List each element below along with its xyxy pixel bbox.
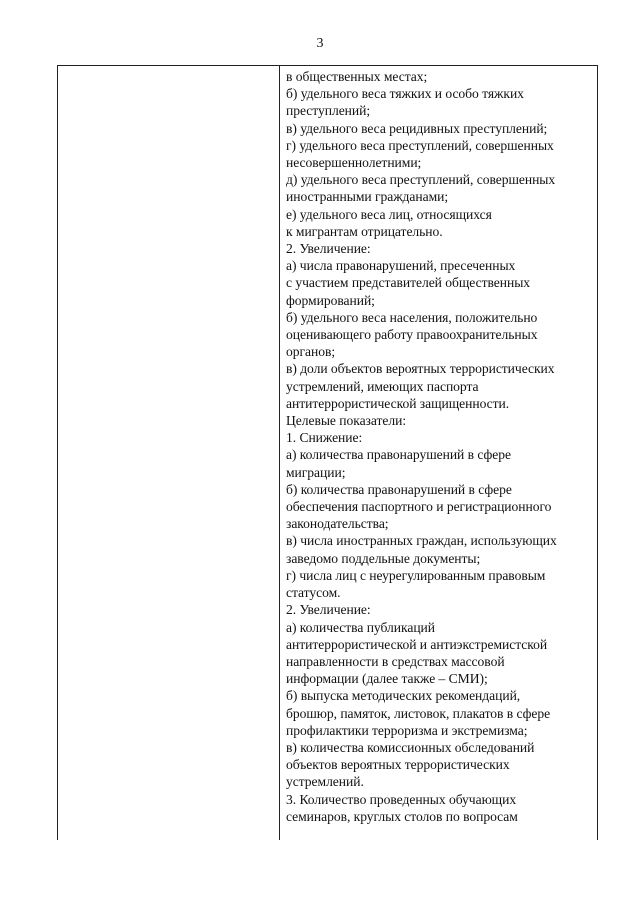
text-line: органов; xyxy=(286,344,336,360)
text-line: б) выпуска методических рекомендаций, xyxy=(286,688,521,704)
text-line: обеспечения паспортного и регистрационного xyxy=(286,499,552,515)
text-line: информации (далее также – СМИ); xyxy=(286,671,488,687)
text-line: к мигрантам отрицательно. xyxy=(286,223,443,239)
text-line: формирований; xyxy=(286,292,375,308)
text-line: д) удельного веса преступлений, совершенных xyxy=(286,172,556,188)
text-line: заведомо поддельные документы; xyxy=(286,550,481,566)
text-line: в) удельного веса рецидивных преступлений; xyxy=(286,120,548,136)
text-line: семинаров, круглых столов по вопросам xyxy=(286,808,518,824)
text-line: е) удельного веса лиц, относящихся xyxy=(286,206,492,222)
text-line: в) доли объектов вероятных террористических xyxy=(286,361,555,377)
text-line: а) числа правонарушений, пресеченных xyxy=(286,258,516,274)
text-line: иностранными гражданами; xyxy=(286,189,449,205)
text-line: в) числа иностранных граждан, использующих xyxy=(286,533,557,549)
page-number: 3 xyxy=(316,36,324,51)
text-line: а) количества публикаций xyxy=(286,619,435,635)
text-line: б) удельного веса населения, положительно xyxy=(286,309,538,325)
document-table xyxy=(57,65,598,840)
text-line: брошюр, памяток, листовок, плакатов в сфере xyxy=(286,705,551,721)
text-line: б) количества правонарушений в сфере xyxy=(286,481,512,497)
text-line: оценивающего работу правоохранительных xyxy=(286,327,538,343)
text-line: Целевые показатели: xyxy=(286,413,407,429)
text-line: статусом. xyxy=(286,585,341,601)
text-line: 2. Увеличение: xyxy=(286,602,371,618)
text-line: несовершеннолетними; xyxy=(286,155,422,171)
text-line: в общественных местах; xyxy=(286,69,428,84)
text-line: б) удельного веса тяжких и особо тяжких xyxy=(286,86,524,102)
text-line: г) числа лиц с неурегулированным правовым xyxy=(286,567,546,583)
text-line: 2. Увеличение: xyxy=(286,241,371,257)
text-line: г) удельного веса преступлений, совершенных xyxy=(286,137,554,153)
text-line: 1. Снижение: xyxy=(286,430,363,446)
text-line: антитеррористической и антиэкстремистской xyxy=(286,636,548,652)
text-line: устремлений. xyxy=(286,774,364,790)
text-line: объектов вероятных террористических xyxy=(286,757,510,773)
text-line: преступлений; xyxy=(286,103,371,119)
text-line: с участием представителей общественных xyxy=(286,275,531,291)
table-right-column xyxy=(286,66,598,840)
text-line: профилактики терроризма и экстремизма; xyxy=(286,722,528,738)
text-line: законодательства; xyxy=(286,516,389,532)
text-line: направленности в средствах массовой xyxy=(286,653,505,669)
text-line: антитеррористической защищенности. xyxy=(286,395,510,411)
text-line: устремлений, имеющих паспорта xyxy=(286,378,479,394)
text-line: в) количества комиссионных обследований xyxy=(286,739,535,755)
table-left-column xyxy=(58,66,280,840)
text-line: а) количества правонарушений в сфере xyxy=(286,447,511,463)
text-line: 3. Количество проведенных обучающих xyxy=(286,791,517,807)
text-line: миграции; xyxy=(286,464,346,480)
